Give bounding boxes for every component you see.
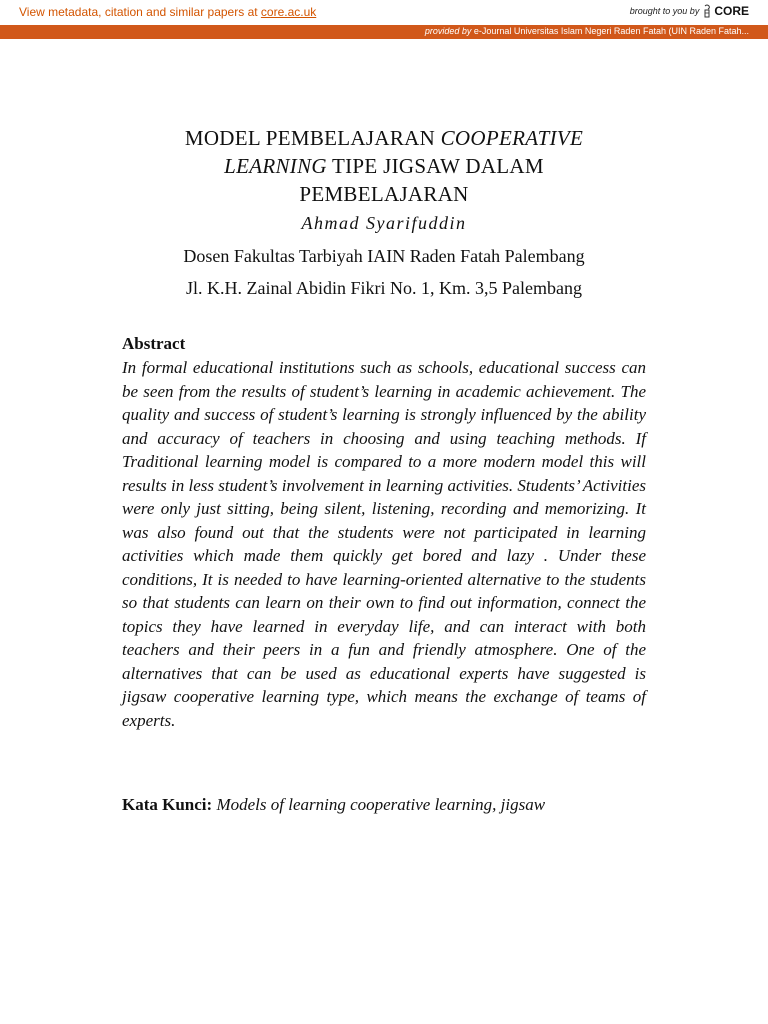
brought-to-you-text: brought to you by	[629, 6, 700, 16]
core-logo-icon	[702, 4, 712, 18]
author-name: Ahmad Syarifuddin	[301, 213, 467, 233]
core-brand[interactable]	[630, 4, 749, 18]
provided-prefix: provided by	[424, 26, 472, 36]
author-affiliation: Dosen Fakultas Tarbiyah IAIN Raden Fatah Palembang	[183, 246, 585, 266]
title-italic-2: LEARNING	[224, 154, 327, 178]
keywords-line	[122, 795, 545, 815]
paper-title	[150, 124, 618, 208]
title-part-1: MODEL PEMBELAJARAN	[184, 126, 441, 150]
core-top-banner	[0, 0, 768, 25]
title-italic-1: COOPERATIVE	[440, 126, 584, 150]
metadata-text: View metadata, citation and similar papers at	[19, 5, 261, 19]
keywords-label: Kata Kunci:	[122, 795, 213, 814]
metadata-line	[19, 5, 316, 19]
title-part-2: TIPE JIGSAW DALAM PEMBELAJARAN	[299, 154, 544, 206]
author-address: Jl. K.H. Zainal Abidin Fikri No. 1, Km. 3,5 Palembang	[186, 278, 582, 298]
provided-by-text	[425, 26, 749, 36]
abstract-heading: Abstract	[122, 334, 186, 353]
provided-source: e-Journal Universitas Islam Negeri Raden Fatah (UIN Raden Fatah...	[473, 26, 749, 36]
core-brand-name: CORE	[714, 4, 749, 18]
core-ac-uk-link[interactable]: core.ac.uk	[260, 5, 317, 19]
abstract-text: In formal educational institutions such as schools, educational success can be seen from the results of student’s learning in academic achievement. The quality and success of student’s learning is strongly influenced by the ability and accuracy of teachers in choosing and using teaching methods. If Traditional learning model is compared to a more modern model this will results in less student’s involvement in learning activities. Students’ Activities were only just sitting, being silent, listening, recording and memorizing. It was also found out that the students were not participated in learning activities which made them quickly get bored and lazy . Under these conditions, It is needed to have learning-oriented alternative to the students so that students can learn on their own to find out information, connect the topics they have learned in everyday life, and can interact with both teachers and their peers in a fun and friendly atmosphere. One of the alternatives that can be used as educational experts have suggested is jigsaw cooperative learning type, which means the exchange of teams of experts.	[122, 358, 646, 730]
provided-by-bar	[0, 25, 768, 39]
keywords-value: Models of learning cooperative learning, jigsaw	[212, 795, 546, 814]
